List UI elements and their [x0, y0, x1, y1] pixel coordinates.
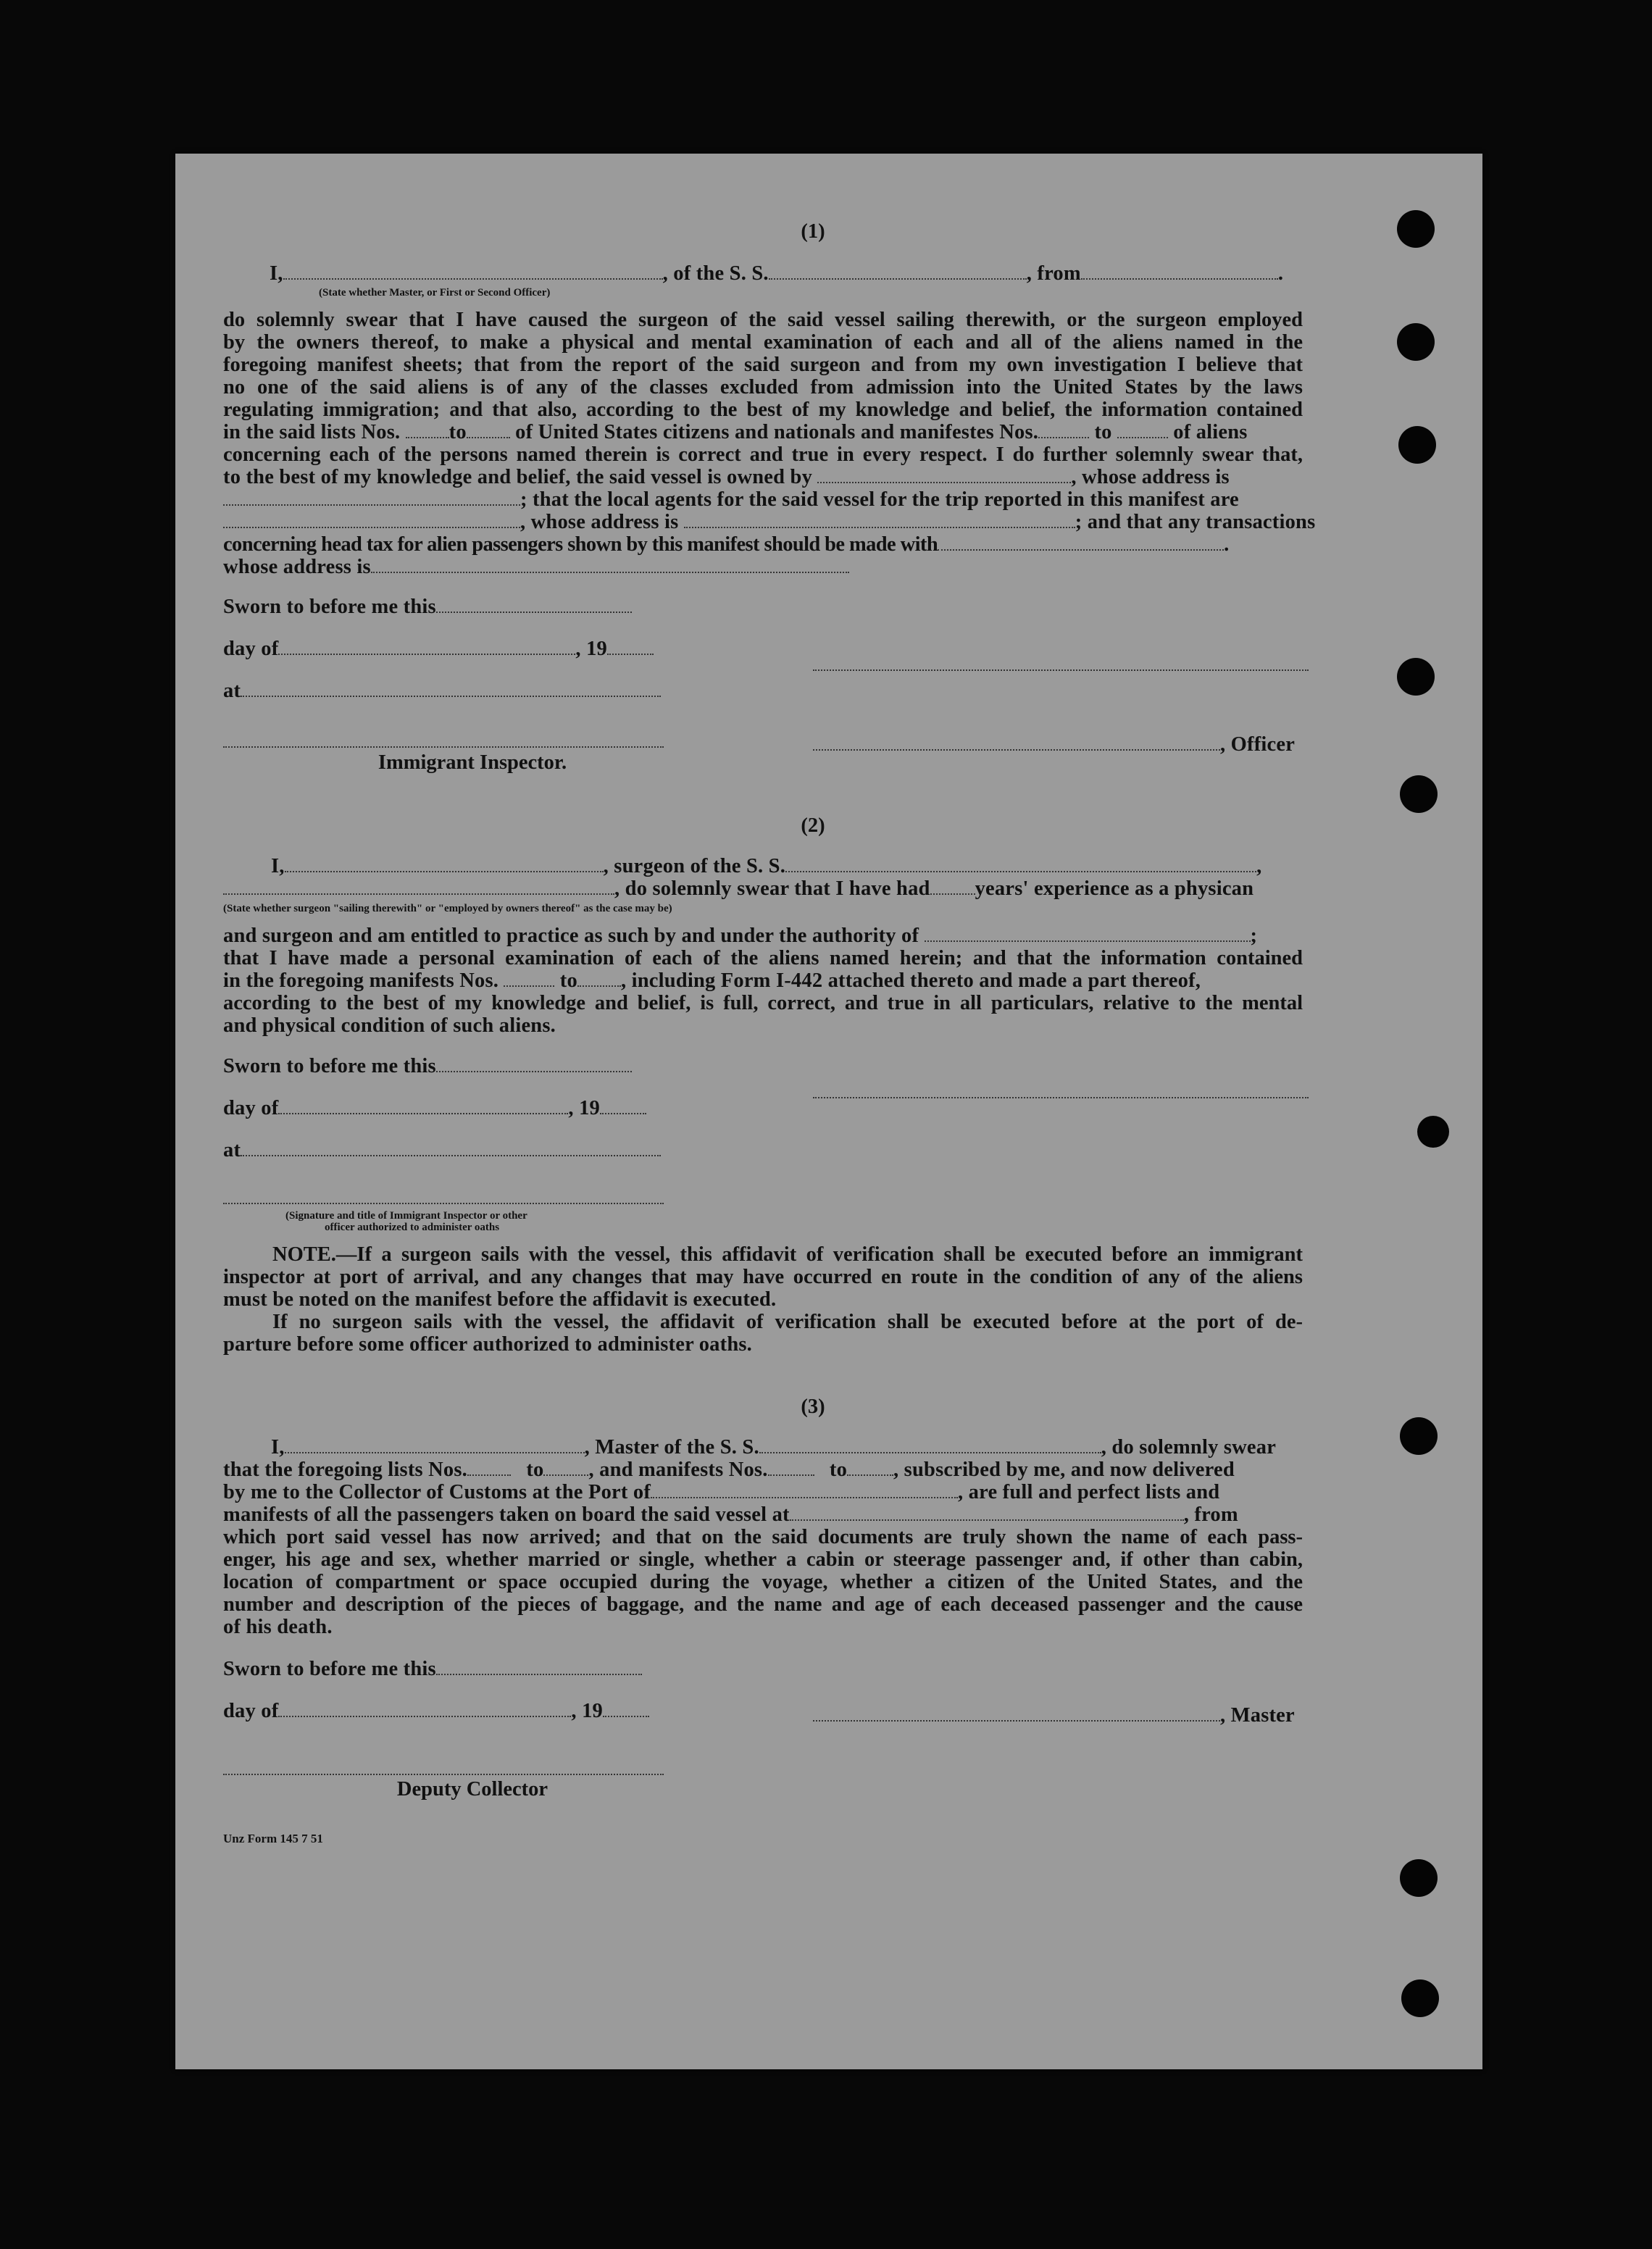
officer-rank-field[interactable] — [283, 262, 663, 280]
s1-day — [223, 638, 654, 661]
s1-line-10 — [223, 488, 1239, 512]
punch-hole — [1400, 775, 1438, 813]
officer-signature-field[interactable] — [813, 733, 1220, 751]
s2-line-5 — [223, 969, 1201, 993]
s1-body-line: regulating immigration; and that also, according to the best of my knowledge and belief, the information contained — [223, 399, 1303, 421]
text: , do solemnly swear that I have had — [614, 877, 930, 900]
text: , 19 — [571, 1700, 603, 1722]
s1-sworn — [223, 596, 632, 619]
s1-line-9 — [223, 466, 1230, 489]
s1-line-7 — [223, 421, 1248, 444]
master-signature-field[interactable] — [813, 1704, 1220, 1722]
surgeon-name-field[interactable] — [285, 855, 604, 872]
text: Sworn to before me this — [223, 1658, 436, 1680]
text: to — [526, 1459, 544, 1481]
manifests-from-field[interactable] — [1038, 421, 1089, 438]
text: to — [1094, 421, 1112, 443]
text: , including Form I-442 attached thereto and made a part thereof, — [620, 969, 1201, 992]
manifests-from-field[interactable] — [768, 1459, 814, 1476]
s1-line-1 — [254, 262, 1283, 285]
signature-line[interactable] — [813, 669, 1309, 671]
authority-field[interactable] — [925, 925, 1251, 942]
s3-body-line: location of compartment or space occupied during the voyage, whether a citizen of the United States, and the — [223, 1571, 1303, 1593]
lists-from-field[interactable] — [467, 1459, 511, 1476]
owner-field[interactable] — [817, 466, 1071, 483]
s2-line-2 — [223, 877, 1253, 901]
manifests-to-field[interactable] — [847, 1459, 893, 1476]
text: in the foregoing manifests Nos. — [223, 969, 499, 992]
text: , and manifests Nos. — [588, 1459, 768, 1481]
s2-line-3 — [223, 925, 1257, 948]
punch-hole — [1401, 1979, 1439, 2017]
s3-line-2 — [223, 1459, 1235, 1482]
s3-line-4 — [223, 1503, 1238, 1527]
note-line: parture before some officer authorized to administer oaths. — [223, 1333, 752, 1356]
punch-hole — [1397, 210, 1435, 248]
s3-master — [813, 1704, 1295, 1727]
head-tax-field[interactable] — [938, 533, 1224, 551]
form-page — [175, 154, 1482, 2069]
officer-rank-note: (State whether Master, or First or Second Officer) — [319, 287, 551, 299]
punch-hole — [1398, 426, 1436, 464]
s1-body-line: no one of the said aliens is of any of the classes excluded from admission into the United States by the laws — [223, 376, 1303, 399]
s2-body-line: according to the best of my knowledge and belief, is full, correct, and true in all particulars, relative to the mental — [223, 992, 1303, 1014]
collector-signature-line[interactable] — [223, 1774, 664, 1775]
sworn-date-field[interactable] — [436, 1658, 642, 1675]
text: Sworn to before me this — [223, 1055, 436, 1077]
manifests-from-field[interactable] — [504, 969, 554, 987]
text: day of — [223, 638, 279, 660]
s1-body-line: by the owners thereof, to make a physical and mental examination of each and all of the aliens named in the — [223, 331, 1303, 354]
text: , do solemnly swear — [1101, 1436, 1277, 1459]
s3-day — [223, 1700, 649, 1723]
punch-hole — [1417, 1116, 1449, 1148]
agents-address-field[interactable] — [684, 511, 1075, 528]
vessel-name-field[interactable] — [785, 855, 1256, 872]
text: , from — [1183, 1503, 1238, 1526]
text: ; that the local agents for the said vessel for the trip reported in this manifest are — [520, 488, 1239, 511]
s3-sworn — [223, 1658, 642, 1681]
text: I, — [270, 262, 283, 285]
note-line: must be noted on the manifest before the affidavit is executed. — [223, 1288, 777, 1311]
text: of aliens — [1173, 421, 1248, 443]
text: to — [829, 1459, 848, 1481]
s2-day — [223, 1097, 646, 1120]
text: , from — [1026, 262, 1081, 285]
deputy-collector-label: Deputy Collector — [396, 1778, 548, 1801]
s1-body-line: foregoing manifest sheets; that from the report of the said surgeon and from my own investigation I believe that — [223, 354, 1303, 376]
text: , are full and perfect lists and — [958, 1481, 1220, 1503]
embarkation-port-field[interactable] — [790, 1503, 1184, 1521]
s3-body-line-last: of his death. — [223, 1616, 333, 1638]
year-field[interactable] — [600, 1097, 646, 1114]
text: . — [1277, 262, 1284, 285]
sworn-date-field[interactable] — [436, 596, 632, 613]
text: , Officer — [1220, 733, 1296, 756]
section-2-number: (2) — [801, 814, 825, 837]
year-field[interactable] — [603, 1700, 649, 1717]
owner-address-field[interactable] — [223, 488, 520, 506]
year-field[interactable] — [607, 638, 654, 655]
s1-line-12 — [223, 533, 1229, 556]
from-port-field[interactable] — [1081, 262, 1278, 280]
s3-body-line: number and description of the pieces of baggage, and the name and age of each deceased passenger and the cause — [223, 1593, 1303, 1616]
text: . — [1224, 533, 1229, 556]
s1-at — [223, 680, 661, 703]
s1-line-13 — [223, 556, 849, 579]
agents-field[interactable] — [223, 511, 520, 528]
s2-body-line-last: and physical condition of such aliens. — [223, 1014, 556, 1037]
text: , Master — [1220, 1704, 1295, 1727]
place-field[interactable] — [241, 680, 661, 697]
lists-from-field[interactable] — [406, 421, 449, 438]
immigrant-inspector-label: Immigrant Inspector. — [377, 751, 567, 774]
years-field[interactable] — [930, 877, 975, 895]
text: to — [449, 421, 467, 443]
text: at — [223, 680, 241, 702]
note-line: If no surgeon sails with the vessel, the affidavit of verification shall be executed before at the port of de- — [272, 1311, 1303, 1333]
punch-hole — [1397, 323, 1435, 361]
s1-body-line: concerning each of the persons named therein is correct and true in every respect. I do further solemnly swear that, — [223, 443, 1303, 466]
surgeon-status-note: (State whether surgeon "sailing therewith" or "employed by owners thereof" as the case may be) — [223, 903, 672, 914]
text: , 19 — [568, 1097, 600, 1119]
s2-body-line: that I have made a personal examination of each of the aliens named herein; and that the information contained — [223, 947, 1303, 969]
text: and surgeon and am entitled to practice as such by and under the authority of — [223, 925, 919, 947]
sworn-date-field[interactable] — [436, 1055, 632, 1072]
note-line: inspector at port of arrival, and any changes that may have occurred en route in the condition of any of the aliens — [223, 1266, 1303, 1288]
vessel-name-field[interactable] — [759, 1436, 1101, 1453]
signature-note-2: officer authorized to administer oaths — [325, 1222, 500, 1233]
form-number: Unz Form 145 7 51 — [223, 1832, 323, 1845]
text: at — [223, 1139, 241, 1161]
head-tax-address-field[interactable] — [371, 556, 849, 573]
text: whose address is — [223, 556, 371, 578]
place-field[interactable] — [241, 1139, 661, 1156]
text: day of — [223, 1097, 279, 1119]
manifests-to-field[interactable] — [1117, 421, 1168, 438]
section-1-number: (1) — [801, 220, 825, 243]
text: , 19 — [575, 638, 607, 660]
lists-to-field[interactable] — [543, 1459, 588, 1476]
text: , whose address is — [520, 511, 679, 533]
signature-note-1: (Signature and title of Immigrant Inspector or other — [285, 1210, 527, 1222]
text: manifests of all the passengers taken on board the said vessel at — [223, 1503, 790, 1526]
text: , of the S. S. — [662, 262, 769, 285]
text: that the foregoing lists Nos. — [223, 1459, 467, 1481]
inspector-signature-line[interactable] — [223, 746, 664, 748]
text: concerning head tax for alien passengers shown by this manifest should be made with — [223, 533, 938, 556]
punch-hole — [1400, 1859, 1438, 1897]
manifests-to-field[interactable] — [577, 969, 621, 987]
text: I, — [271, 855, 285, 877]
text: Sworn to before me this — [223, 596, 436, 618]
inspector-signature-line[interactable] — [223, 1203, 664, 1204]
text: to — [559, 969, 577, 992]
s3-line-3 — [223, 1481, 1219, 1504]
text: of United States citizens and nationals and manifestes Nos. — [515, 421, 1039, 443]
s2-line-1 — [223, 855, 1261, 878]
s2-at — [223, 1139, 661, 1162]
surgeon-signature-line[interactable] — [813, 1097, 1309, 1098]
s1-officer — [813, 733, 1295, 756]
text: ; — [1250, 925, 1258, 947]
section-3-number: (3) — [801, 1395, 825, 1418]
day-field[interactable] — [278, 1700, 571, 1717]
text: to the best of my knowledge and belief, the said vessel is owned by — [223, 466, 813, 488]
s2-sworn — [223, 1055, 632, 1078]
text: ; and that any transactions — [1075, 511, 1316, 533]
text: , subscribed by me, and now delivered — [893, 1459, 1235, 1481]
text: day of — [223, 1700, 279, 1722]
text: , whose address is — [1071, 466, 1230, 488]
note-line: NOTE.—If a surgeon sails with the vessel, this affidavit of verification shall be executed before an immigrant — [272, 1243, 1303, 1266]
text: , surgeon of the S. S. — [603, 855, 786, 877]
lists-to-field[interactable] — [467, 421, 510, 438]
text: , Master of the S. S. — [584, 1436, 759, 1459]
s3-body-line: which port said vessel has now arrived; and that on the said documents are truly shown the name of each pass- — [223, 1526, 1303, 1548]
s1-line-11 — [223, 511, 1315, 534]
s3-line-1 — [223, 1436, 1276, 1459]
text: years' experience as a physican — [975, 877, 1254, 900]
text: I, — [271, 1436, 285, 1459]
surgeon-status-field[interactable] — [223, 877, 614, 895]
day-field[interactable] — [278, 638, 575, 655]
master-name-field[interactable] — [285, 1436, 585, 1453]
punch-hole — [1400, 1417, 1438, 1455]
text: in the said lists Nos. — [223, 421, 401, 443]
port-field[interactable] — [651, 1481, 958, 1498]
punch-hole — [1397, 658, 1435, 696]
s1-body-line: do solemnly swear that I have caused the surgeon of the said vessel sailing therewith, or the surgeon employed — [223, 309, 1303, 331]
text: , — [1256, 855, 1262, 877]
s3-body-line: enger, his age and sex, whether married or single, whether a cabin or steerage passenger and, if other than cabin, — [223, 1548, 1303, 1571]
text: by me to the Collector of Customs at the Port of — [223, 1481, 651, 1503]
day-field[interactable] — [278, 1097, 568, 1114]
vessel-name-field[interactable] — [769, 262, 1027, 280]
